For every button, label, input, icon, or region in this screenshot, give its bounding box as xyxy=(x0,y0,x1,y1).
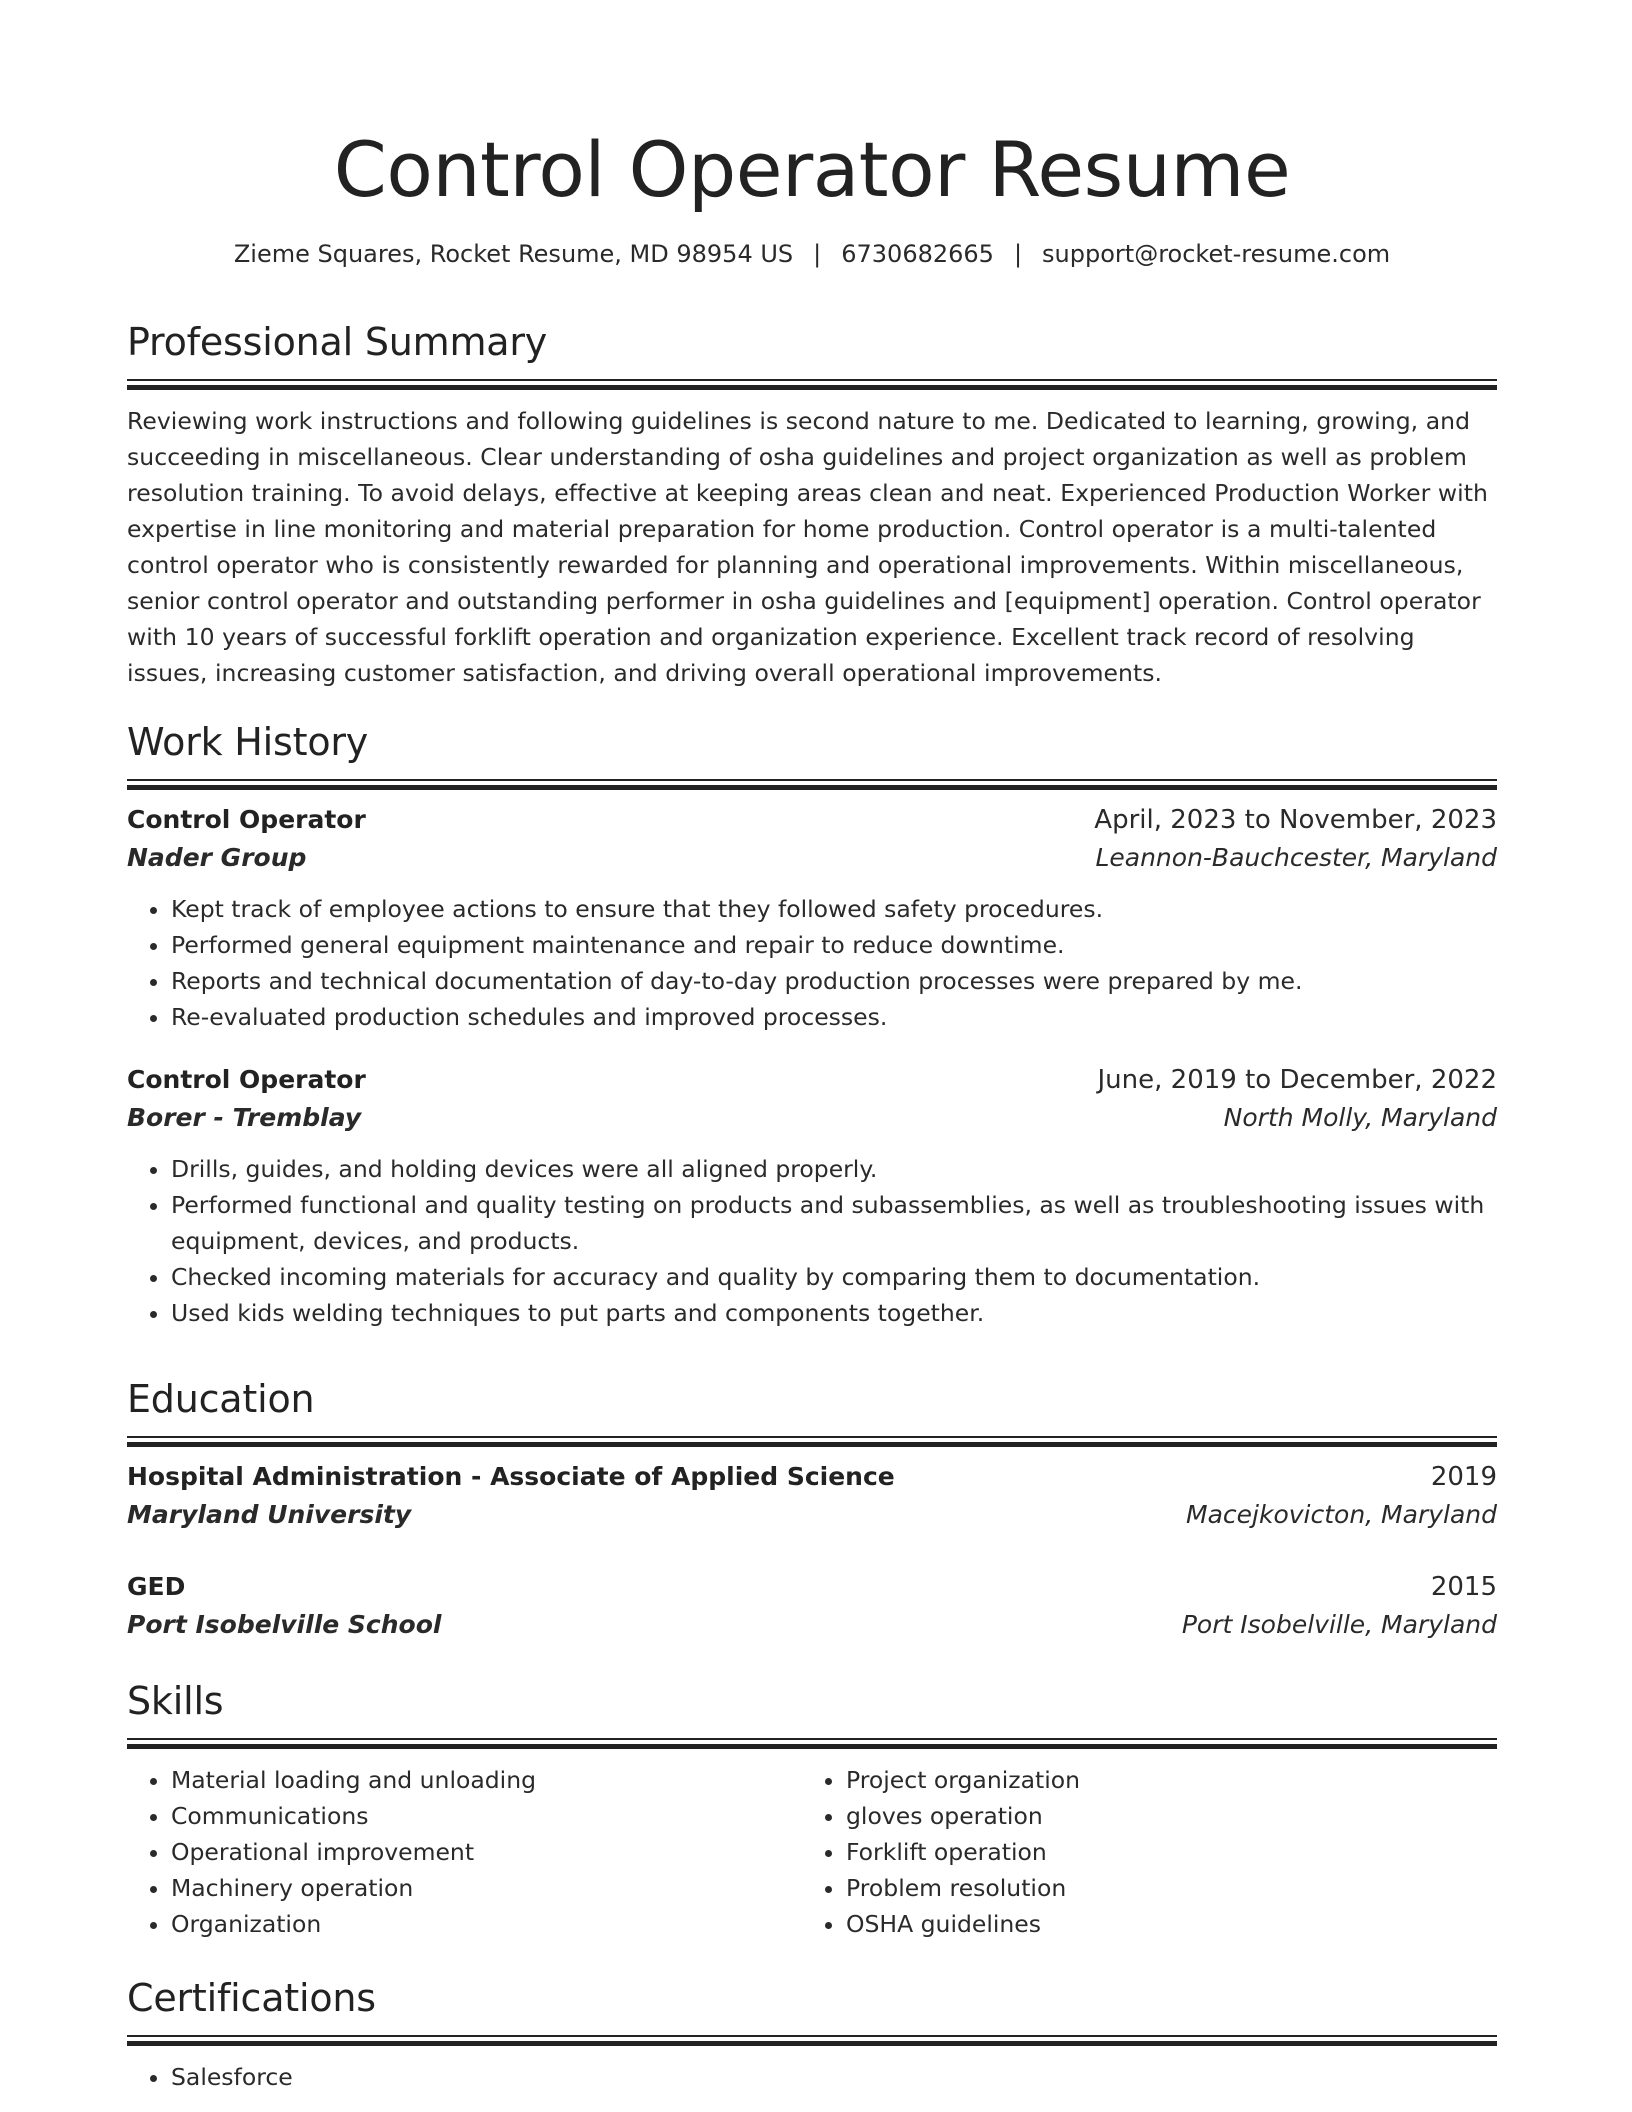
contact-address: Zieme Squares, Rocket Resume, MD 98954 US xyxy=(233,240,794,268)
skill-item: • gloves operation xyxy=(846,1798,1477,1834)
skill-item: • Problem resolution xyxy=(846,1870,1477,1906)
certifications-section xyxy=(127,1974,1497,2095)
job-company: Borer - Tremblay xyxy=(127,1103,362,1132)
job-bullet: • Performed general equipment maintenance and repair to reduce downtime. xyxy=(171,927,1497,963)
skills-grid xyxy=(127,1762,1497,1942)
job-title: Control Operator xyxy=(127,805,366,834)
job-bullet: • Drills, guides, and holding devices were all aligned properly. xyxy=(171,1151,1497,1187)
section-divider xyxy=(127,379,1497,389)
job-bullets xyxy=(127,1151,1497,1331)
contact-separator: | xyxy=(1013,240,1023,268)
job-entry xyxy=(127,801,1497,1035)
education-entry xyxy=(127,1458,1497,1534)
education-school: Port Isobelville School xyxy=(127,1610,442,1639)
contact-phone: 6730682665 xyxy=(841,240,994,268)
job-bullet: • Used kids welding techniques to put parts and components together. xyxy=(171,1295,1497,1331)
skills-section xyxy=(127,1677,1497,1942)
skills-column-right xyxy=(802,1762,1477,1942)
section-heading-work-history: Work History xyxy=(127,720,369,764)
job-title: Control Operator xyxy=(127,1065,366,1094)
education-degree: GED xyxy=(127,1572,186,1601)
job-bullet: • Kept track of employee actions to ensure that they followed safety procedures. xyxy=(171,891,1497,927)
job-bullets xyxy=(127,891,1497,1035)
job-dates: April, 2023 to November, 2023 xyxy=(1094,805,1497,835)
job-entry xyxy=(127,1061,1497,1331)
summary-section xyxy=(127,318,1497,691)
education-entry xyxy=(127,1568,1497,1644)
contact-line xyxy=(127,237,1497,271)
job-company: Nader Group xyxy=(127,843,307,872)
section-divider xyxy=(127,779,1497,789)
education-year: 2019 xyxy=(1430,1462,1497,1492)
skill-item: • Operational improvement xyxy=(171,1834,802,1870)
summary-text: Reviewing work instructions and following guidelines is second nature to me. Dedicated to learning, growing, and succeeding in miscellaneous. Clear understanding of osha guidelines and project organization as well as problem resolution training. To avoid delays, effective at keeping areas clean and neat. Experienced Production Worker with expertise in line monitoring and material preparation for home production. Control operator is a multi-talented control operator who is consistently rewarded for planning and operational improvements. Within miscellaneous, senior control operator and outstanding performer in osha guidelines and [equipment] operation. Control operator with 10 years of successful forklift operation and organization experience. Excellent track record of resolving issues, increasing customer satisfaction, and driving overall operational improvements. xyxy=(127,407,1488,687)
job-dates: June, 2019 to December, 2022 xyxy=(1097,1065,1497,1095)
skill-item: • Machinery operation xyxy=(171,1870,802,1906)
job-bullet: • Performed functional and quality testing on products and subassemblies, as well as troubleshooting issues with equipment, devices, and products. xyxy=(171,1187,1497,1259)
section-divider xyxy=(127,1436,1497,1446)
skill-item: • Organization xyxy=(171,1906,802,1942)
job-location: Leannon-Bauchcester, Maryland xyxy=(1095,843,1497,872)
job-bullet: • Re-evaluated production schedules and improved processes. xyxy=(171,999,1497,1035)
section-heading-skills: Skills xyxy=(127,1679,224,1723)
section-heading-summary: Professional Summary xyxy=(127,320,548,364)
skill-item: • Forklift operation xyxy=(846,1834,1477,1870)
certification-list xyxy=(127,2059,1497,2095)
education-section xyxy=(127,1375,1497,1644)
job-location: North Molly, Maryland xyxy=(1223,1103,1497,1132)
section-divider xyxy=(127,2035,1497,2045)
education-location: Port Isobelville, Maryland xyxy=(1181,1610,1497,1639)
work-history-section xyxy=(127,718,1497,1331)
certification-item: • Salesforce xyxy=(171,2059,1497,2095)
job-bullet: • Reports and technical documentation of day-to-day production processes were prepared by me. xyxy=(171,963,1497,999)
section-heading-education: Education xyxy=(127,1377,315,1421)
skill-item: • Communications xyxy=(171,1798,802,1834)
education-location: Macejkovicton, Maryland xyxy=(1186,1500,1497,1529)
job-bullet: • Checked incoming materials for accuracy and quality by comparing them to documentation. xyxy=(171,1259,1497,1295)
section-heading-certifications: Certifications xyxy=(127,1976,376,2020)
skill-item: • Project organization xyxy=(846,1762,1477,1798)
contact-separator: | xyxy=(813,240,822,268)
section-divider xyxy=(127,1738,1497,1748)
education-year: 2015 xyxy=(1430,1572,1497,1602)
contact-email: support@rocket-resume.com xyxy=(1042,240,1391,268)
education-degree: Hospital Administration - Associate of Applied Science xyxy=(127,1462,895,1491)
skill-item: • Material loading and unloading xyxy=(171,1762,802,1798)
skill-item: • OSHA guidelines xyxy=(846,1906,1477,1942)
resume-title: Control Operator Resume xyxy=(333,125,1291,214)
education-school: Maryland University xyxy=(127,1500,412,1529)
skills-column-left xyxy=(127,1762,802,1942)
